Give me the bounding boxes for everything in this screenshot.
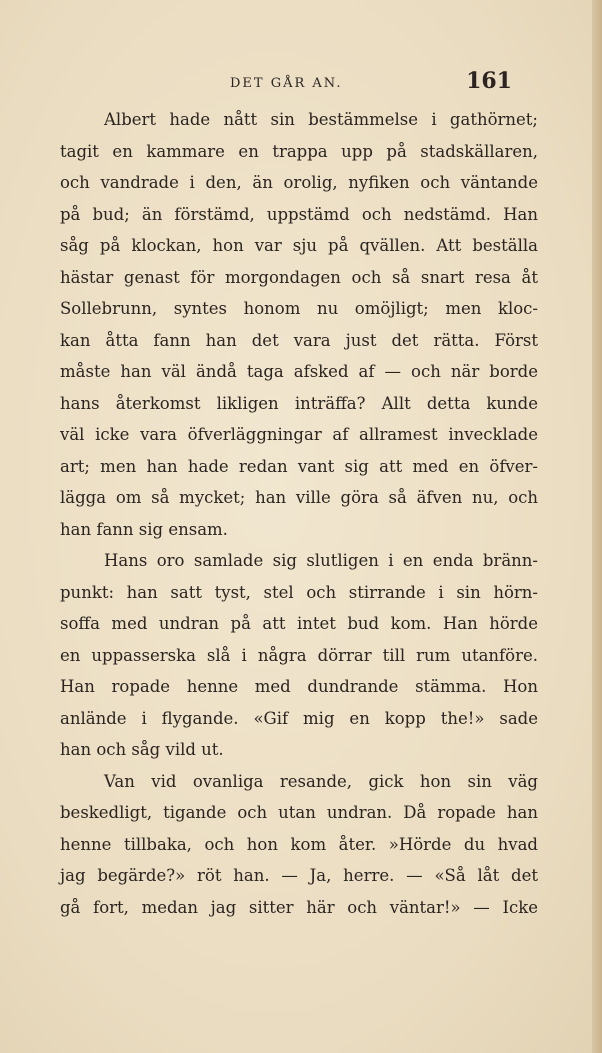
text-line: på bud; än förstämd, uppstämd och nedstämd. Han bbox=[60, 204, 538, 224]
text-line: punkt: han satt tyst, stel och stirrande i sin hörn- bbox=[60, 582, 538, 602]
text-line: han fann sig ensam. bbox=[60, 519, 228, 539]
page-number: 161 bbox=[466, 68, 512, 94]
page-edge bbox=[592, 0, 602, 1053]
text-line: han och såg vild ut. bbox=[60, 740, 224, 759]
text-line: henne tillbaka, och hon kom åter. »Hörde du hvad bbox=[60, 834, 538, 854]
paragraph-3 bbox=[60, 766, 538, 924]
text-line: lägga om så mycket; han ville göra så äfven nu, och bbox=[60, 488, 538, 507]
text-line: kan åtta fann han det vara just det rätta. Först bbox=[60, 330, 538, 350]
text-line: art; men han hade redan vant sig att med en öfver- bbox=[60, 456, 538, 476]
text-line: beskedligt, tigande och utan undran. Då ropade han bbox=[60, 803, 538, 822]
text-line: Han ropade henne med dundrande stämma. Hon bbox=[60, 677, 538, 696]
text-line: såg på klockan, hon var sju på qvällen. Att beställa bbox=[60, 236, 538, 255]
text-line: en uppasserska slå i några dörrar till rum utanföre. bbox=[60, 645, 538, 665]
text-line: måste han väl ändå taga afsked af — och när borde bbox=[60, 362, 538, 381]
text-line: hästar genast för morgondagen och så snart resa åt bbox=[60, 267, 538, 287]
running-title: DET GÅR AN. bbox=[230, 76, 343, 91]
text-line: Hans oro samlade sig slutligen i en enda bränn- bbox=[104, 551, 538, 570]
text-line: Albert hade nått sin bestämmelse i gathörnet; bbox=[104, 110, 538, 129]
text-line: Van vid ovanliga resande, gick hon sin väg bbox=[104, 771, 538, 791]
text-line: gå fort, medan jag sitter här och väntar!» — Icke bbox=[60, 897, 538, 917]
text-line: väl icke vara öfverläggningar af allramest invecklade bbox=[60, 425, 538, 444]
page-header bbox=[60, 66, 512, 96]
text-line: hans återkomst likligen inträffa? Allt detta kunde bbox=[60, 393, 538, 413]
paragraph-2 bbox=[60, 545, 538, 766]
text-line: och vandrade i den, än orolig, nyfiken och väntande bbox=[60, 173, 538, 192]
text-line: Sollebrunn, syntes honom nu omöjligt; men kloc- bbox=[60, 299, 538, 318]
paragraph-1 bbox=[60, 104, 538, 545]
text-line: jag begärde?» röt han. — Ja, herre. — «Så låt det bbox=[60, 866, 538, 885]
body-text bbox=[60, 104, 538, 923]
text-line: anlände i flygande. «Gif mig en kopp the!» sade bbox=[60, 708, 538, 728]
text-line: tagit en kammare en trappa upp på stadskällaren, bbox=[60, 141, 538, 161]
text-line: soffa med undran på att intet bud kom. Han hörde bbox=[60, 614, 538, 633]
